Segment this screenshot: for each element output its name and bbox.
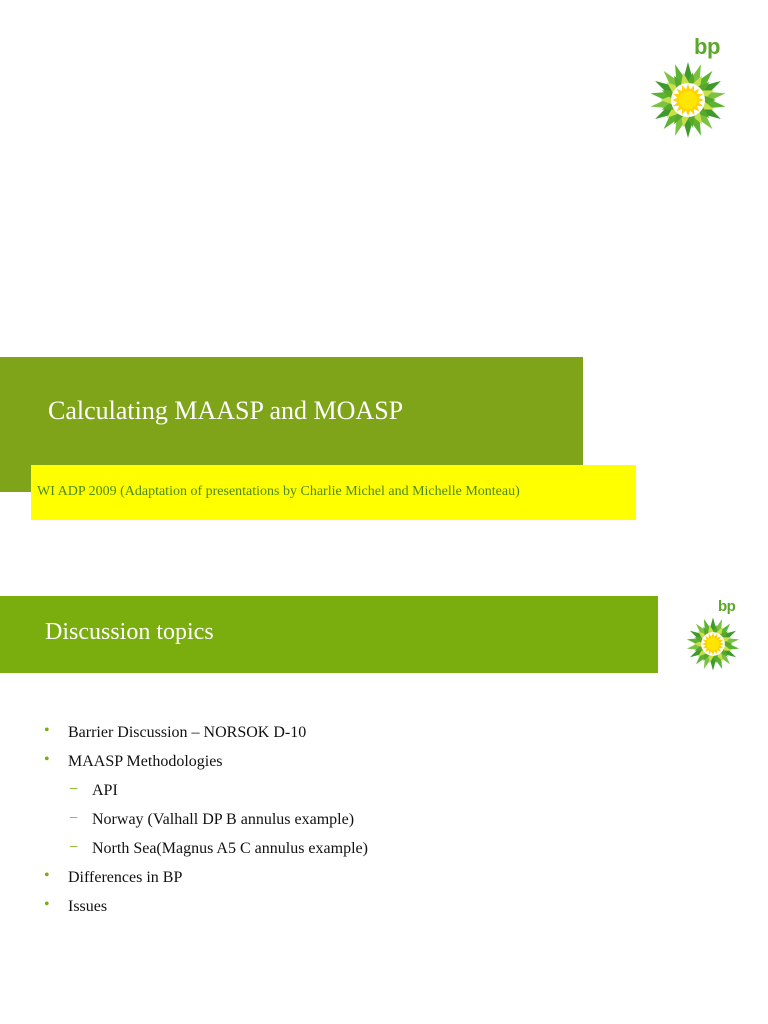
- slide-title: Discussion topics: [45, 619, 214, 645]
- bullet-item: [44, 897, 368, 926]
- subtitle-text: WI ADP 2009 (Adaptation of presentations by Charlie Michel and Michelle Monteau): [37, 484, 520, 499]
- presentation-subtitle: [31, 465, 636, 520]
- bp-logo-text: bp: [694, 34, 720, 59]
- sub-bullet-item: [44, 810, 368, 839]
- bullet-text: Barrier Discussion – NORSOK D-10: [68, 724, 307, 741]
- bullet-dot-icon: •: [44, 722, 50, 739]
- bullet-dot-icon: •: [44, 867, 50, 884]
- bp-logo-text: bp: [718, 598, 736, 615]
- bullet-dot-icon: •: [44, 751, 50, 768]
- sub-bullet-item: [44, 839, 368, 868]
- sub-bullet-item: [44, 781, 368, 810]
- bullet-text: Differences in BP: [68, 869, 183, 886]
- helios-sunflower-icon: [648, 60, 728, 140]
- bullet-item: [44, 868, 368, 897]
- bullet-text: API: [92, 782, 118, 799]
- bullet-dash-icon: −: [69, 810, 79, 827]
- presentation-title: Calculating MAASP and MOASP: [48, 396, 404, 425]
- bullet-text: Norway (Valhall DP B annulus example): [92, 811, 355, 828]
- bullet-text: Issues: [68, 898, 108, 915]
- bullet-item: [44, 752, 368, 781]
- bullet-dot-icon: •: [44, 896, 50, 913]
- bp-logo-slide2: [684, 598, 744, 674]
- bullet-item: [44, 723, 368, 752]
- bullet-dash-icon: −: [69, 839, 79, 856]
- bullet-text: North Sea(Magnus A5 C annulus example): [92, 840, 368, 857]
- discussion-topics-list: [44, 723, 368, 926]
- bullet-dash-icon: −: [69, 781, 79, 798]
- bp-logo-top: [646, 34, 730, 144]
- bullet-text: MAASP Methodologies: [68, 753, 223, 770]
- helios-sunflower-icon: [685, 616, 741, 672]
